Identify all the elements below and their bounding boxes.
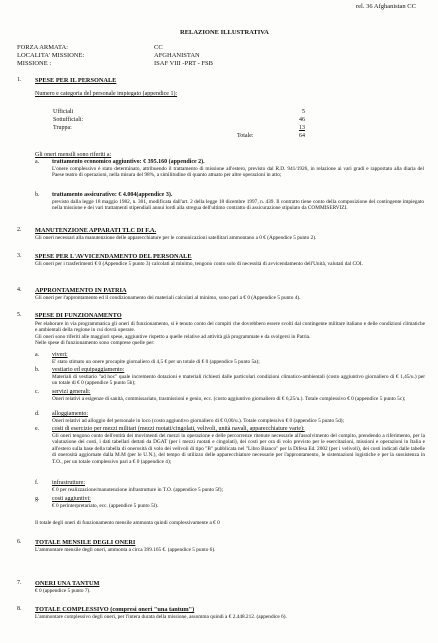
section-title: MANUTENZIONE APPARATI TLC DI F.A. [35,227,157,234]
staff-total-value: 64 [299,133,305,139]
item-text: € 0 per realizzazione/manutenzione infrastrutture in T.O. (appendice 5 punto 5f); [52,487,224,493]
item-title: trattamento assicurativo: € 4.004(appendice 3). [52,192,173,198]
item-text: € 0 perinterpretariato, ecc. (appendice 5 punto 5l). [52,503,159,509]
section-text: Gli oneri per l'approntamento ed il condizionamento dei materiali calcolati al minimo, sono pari a € 0 (Appendice 5 punto 4). [35,295,301,301]
staff-value: 5 [302,109,305,115]
section-text: L'ammontare mensile degli oneri, ammonta a circa 399.165 €. (appendice 5 punto 6). [35,547,216,553]
section-text: L'ammontare complessivo degli oneri, per l'intera durata della missione, assomma quindi a € 2.448.212. (appendice 6). [35,614,287,620]
item-label: e. [35,426,40,432]
item-label: g. [35,496,40,502]
section-subtitle: Numero e categoria del personale impiegato (appendice 1): [35,91,178,97]
section-number: 7. [17,580,22,586]
staff-total-label: Totale: [237,133,254,139]
item-title: costi aggiuntivi: [52,496,91,502]
item-label: f. [35,480,39,486]
document-reference: rel. 36 Afghanistan CC [356,3,416,10]
item-label: b. [35,192,40,198]
staff-value: 13 [299,125,305,131]
staff-label: Ufficiali [53,109,74,115]
header-value-missione: ISAF VIII -PRT - FSB [154,60,213,67]
section-number: 4. [17,287,22,293]
section-title: TOTALE MENSILE DEGLI ONERI [35,539,136,546]
staff-label: Truppa: [53,125,72,131]
staff-label: Sottufficiali: [53,117,84,123]
item-title: vestiario ed equipaggiamento: [52,367,125,373]
section-number: 5. [17,312,22,318]
section-number: 6. [17,539,22,545]
section-text: Gli oneri per i trasferimenti € 0 (Appendice 5 punto 3) calcolati al minimo, tengono conto solo di necessità di avvicendamento dell'Unità, valutati dal COI. [35,261,363,267]
document-title: RELAZIONE ILLUSTRATIVA [180,29,269,36]
section-number: 2. [17,227,22,233]
item-label: b. [35,367,40,373]
item-title: trattamento economico aggiuntivo: € 395.160 (appendice 2). [52,159,205,165]
section-text: Gli oneri necessari alla manutenzione delle apparecchiature per le comunicazioni satellitari ammontano a 0 € (Appendice 5 punto 2). [35,235,317,241]
section-intro: Gli oneri mensili sono riferiti a: [35,152,112,158]
section-number: 3. [17,253,22,259]
header-value-localita: AFGHANISTAN [154,52,200,59]
header-value-forza-armata: CC [154,44,163,51]
section-text: Per elaborare in via programmatica gli oneri di funzionamento, si è tenuto conto dei compiti che dovrebbero essere svolti dal contingente militare italiano e delle condizioni climatiche e ambientali della regione in cui dovrà operare. [35,321,425,334]
section-title: ONERI UNA TANTUM [35,580,100,587]
section-text: Nelle spese di funzionamento sono comprese quelle per: [35,340,155,346]
item-title: costi di esercizio per mezzi militari (mezzi ruotati/cingolati, velivoli, unità navali, apparecchiature varie): [52,426,305,432]
header-label-missione: MISSIONE : [17,60,52,67]
staff-value: 46 [299,117,305,123]
item-title: alloggiamento: [52,411,88,417]
item-text: L'onere complessivo è stato determinato, attribuendo il trattamento di missione all'estero, previsto dal R.D. 941/1926, in relazione ai vari gradi e rapportato alla diaria del Paese teatro di operazioni, nella misura del 98%, a similitudine di quanto attuato per altre operazioni in atto; [52,166,424,179]
item-title: viveri: [52,352,68,358]
item-title: servizi generali: [52,389,91,395]
section-number: 1. [17,77,22,83]
section-text: Gli oneri sono riferiti alle maggiori spese, aggiuntive rispetto a quelle relative ad attività già programmate e da svolgersi in Patria. [35,334,311,340]
item-text: previsto dalla legge 18 maggio 1982, n. 301, modificata dall'art. 2 della legge 18 dicembre 1997, n. 439. Il contratto tiene conto della composizione del contingente impiegato nella missione e dei vari trattamenti stipendiali annui lordi alla stregua dell'ultimo contratto di assicurazione stipulato da COMMISERVIZI. [52,199,424,212]
item-text: Oneri relativi a esigenze di sanità, commissariato, trasmissioni e genio, ecc. (costo aggiuntivo giornaliero di € 6,25/u.). Totale complessivo € 0 (appendice 5 punto 5c); [52,396,406,402]
item-label: a. [35,159,40,165]
section-title: SPESE PER L'AVVICENDAMENTO DEL PERSONALE [35,253,192,260]
section-title: TOTALE COMPLESSIVO (compresi oneri "una tantum") [35,606,195,613]
header-label-forza-armata: FORZA ARMATA: [17,44,68,51]
section-closing: Il totale degli oneri di funzionamento mensile ammonta quindi complessivamente a € 0 [35,520,220,526]
section-title: APPRONTAMENTO IN PATRIA [35,287,127,294]
item-text: Oneri relativi ad alloggio del personale in loco (costo aggiuntivo giornaliero di € 0,00/u.). Totale complessivo € 0 (appendice 5 punto 5d); [52,418,344,424]
item-text: Gli oneri tengono conto dell'entità dei movimenti dei mezzi in operazione e delle percorrenze ritenute necessarie all'assolvimento del compito, prendendo a riferimento, per la valutazione dei costi, i dati tabellari dettati da DGAT (per i mezzi ruotati e cingolati), dei costi per ora di volo previsto per le esercitazioni, missioni e operazioni in Italia e all'estero sulla base della tabella di onerosità di volo dei velivoli di tipo "B" pubblicata nel "Libro Bianco" per la Difesa Ed. 2002 (per i velivoli), dei costi indicati dalle tabelle di onerosità aggiornate dalla M.M (per le U.N.), del tempo di utilizzo delle apparecchiature necessarie per l'approntamento, le sistemazioni logistiche e per la sussistenza in T.O., per un totale complessivo pari a € 0 (appendice 4); [52,433,425,465]
item-title: infrastrutture: [52,480,85,486]
section-title: SPESE PER IL PERSONALE [35,77,117,84]
section-number: 8. [17,606,22,612]
item-text: E' stato stimato un onere procapite giornaliero di 4,5 € per un totale di € 0 (appendice 5 punto 5a); [52,359,260,365]
section-title: SPESE DI FUNZIONAMENTO [35,312,122,319]
item-label: c. [35,389,40,395]
section-text: € 0 (appendice 5 punto 7). [35,588,91,594]
header-label-localita: LOCALITA' MISSIONE: [17,52,85,59]
item-label: a. [35,352,40,358]
item-label: d. [35,411,40,417]
item-text: Materiali di vestiario "ad hoc" quale incremento dotazioni e materiali richiesti dalle particolari condizioni climatico-ambientali (costo aggiuntivo giornaliero di € 1,45/u.) per un totale di € 0 (appendice 5 punto 5b); [52,374,425,387]
